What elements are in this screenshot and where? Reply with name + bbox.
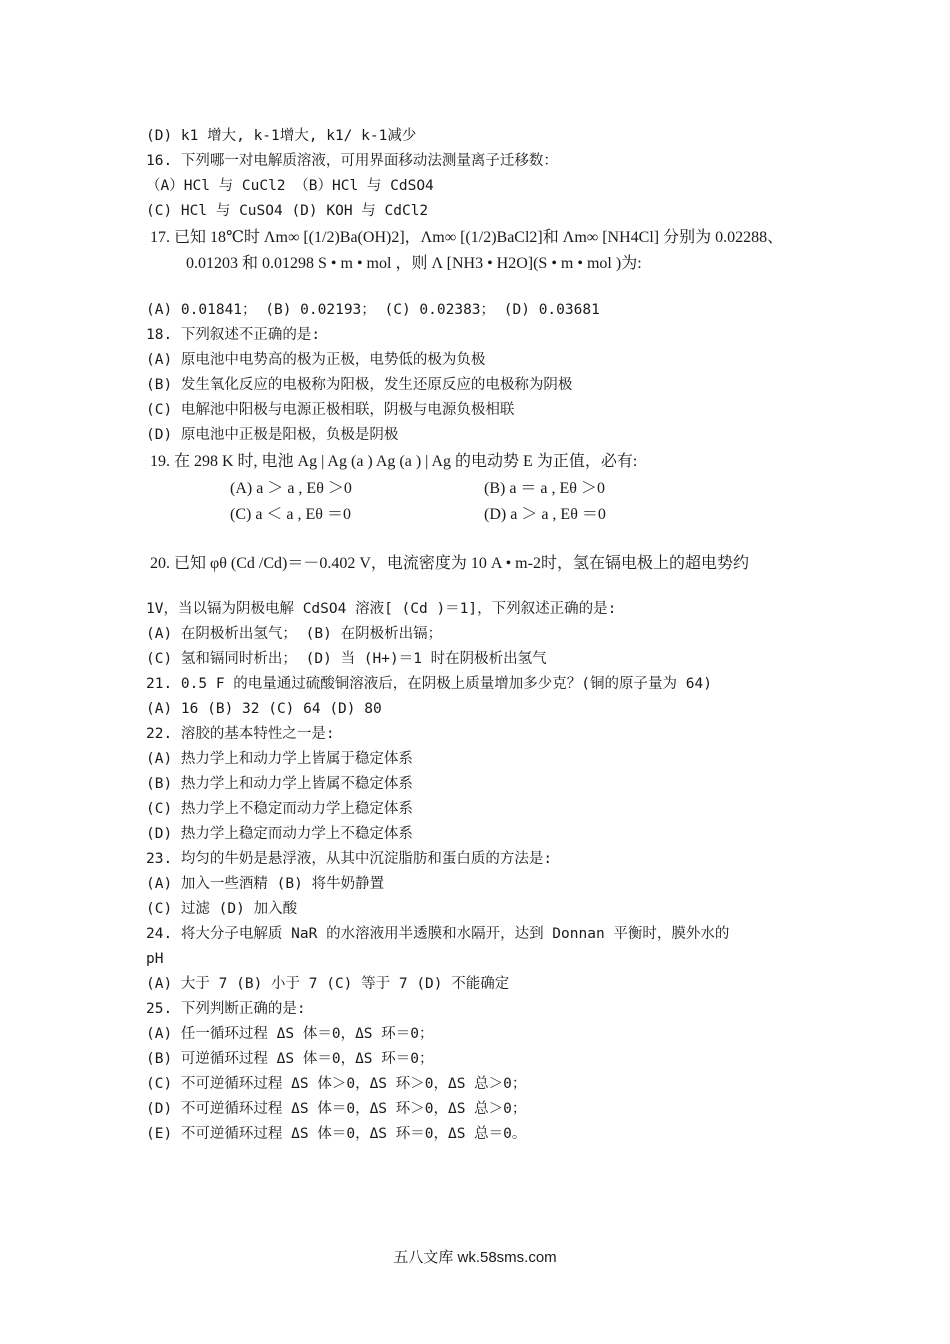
text-line: (C) 热力学上不稳定而动力学上稳定体系 [146,801,413,817]
text-line: (E) 不可逆循环过程 ΔS 体＝0，ΔS 环＝0，ΔS 总＝0。 [146,1126,527,1142]
text-line: (B) 发生氧化反应的电极称为阳极，发生还原反应的电极称为阴极 [146,377,573,393]
text-line: pH [146,951,164,967]
option-a: (A) a ＞ a , Eθ ＞0 [230,480,352,497]
question-16: 16. 下列哪一对电解质溶液，可用界面移动法测量离子迁移数： [146,153,558,169]
text-line: (A) 大于 7 (B) 小于 7 (C) 等于 7 (D) 不能确定 [146,976,510,992]
footer-watermark: 五八文库 wk.58sms.com [393,1249,557,1266]
text-line: (B) 热力学上和动力学上皆属不稳定体系 [146,776,413,792]
option-c: (C) a ＜ a , Eθ ＝0 [230,506,351,523]
question-23: 23. 均匀的牛奶是悬浮液，从其中沉淀脂肪和蛋白质的方法是: [146,851,553,867]
text-line: (B) 可逆循环过程 ΔS 体＝0，ΔS 环＝0； [146,1051,434,1067]
question-17: 17. 已知 18℃时 Λm∞ [(1/2)Ba(OH)2]，Λm∞ [(1/2)BaCl2]和 Λm∞ [NH4Cl] 分别为 0.02288、 [150,229,784,246]
question-25: 25. 下列判断正确的是: [146,1001,306,1017]
option-d: (D) a ＞ a , Eθ ＝0 [484,506,606,523]
text-line: (D) 原电池中正极是阳极，负极是阴极 [146,427,399,443]
question-24: 24. 将大分子电解质 NaR 的水溶液用半透膜和水隔开，达到 Donnan 平衡时，膜外水的 [146,926,730,942]
question-20: 20. 已知 φθ (Cd /Cd)＝－0.402 V，电流密度为 10 A • m-2时，氢在镉电极上的超电势约 [150,555,749,572]
text-line: (D) 不可逆循环过程 ΔS 体＝0，ΔS 环＞0，ΔS 总＞0； [146,1101,527,1117]
text-line: (C) HCl 与 CuSO4 (D) KOH 与 CdCl2 [146,203,429,219]
text-line: (A) 16 (B) 32 (C) 64 (D) 80 [146,701,382,717]
text-line: (C) 过滤 (D) 加入酸 [146,901,298,917]
text-line: (D) 热力学上稳定而动力学上不稳定体系 [146,826,413,842]
question-18: 18. 下列叙述不正确的是: [146,327,321,343]
question-21: 21. 0.5 F 的电量通过硫酸铜溶液后，在阴极上质量增加多少克？(铜的原子量为 64) [146,676,712,692]
text-line: （A）HCl 与 CuCl2 （B）HCl 与 CdSO4 [146,178,434,194]
text-line: (A) 任一循环过程 ΔS 体＝0，ΔS 环＝0； [146,1026,434,1042]
text-line: (D) k1 增大, k-1增大, k1/ k-1减少 [146,128,417,144]
text-line: (C) 氢和镉同时析出； (D) 当 (H+)＝1 时在阴极析出氢气 [146,651,547,667]
text-line: (A) 在阴极析出氢气； (B) 在阴极析出镉； [146,626,443,642]
question-19: 19. 在 298 K 时, 电池 Ag | Ag (a ) Ag (a ) | Ag 的电动势 E 为正值，必有: [150,453,638,470]
text-line: (C) 电解池中阳极与电源正极相联，阴极与电源负极相联 [146,402,515,418]
option-b: (B) a ＝ a , Eθ ＞0 [484,480,605,497]
text-line: (A) 原电池中电势高的极为正极，电势低的极为负极 [146,352,486,368]
text-line: (C) 不可逆循环过程 ΔS 体＞0，ΔS 环＞0，ΔS 总＞0； [146,1076,527,1092]
text-line: 1V，当以镉为阴极电解 CdSO4 溶液[ (Cd )＝1]，下列叙述正确的是: [146,601,617,617]
question-22: 22. 溶胶的基本特性之一是: [146,726,335,742]
text-line: (A) 0.01841； (B) 0.02193； (C) 0.02383； (D) 0.03681 [146,302,600,318]
text-line: 0.01203 和 0.01298 S • m • mol ，则 Λ [NH3 • H2O](S • m • mol )为: [186,255,642,272]
text-line: (A) 热力学上和动力学上皆属于稳定体系 [146,751,413,767]
text-line: (A) 加入一些酒精 (B) 将牛奶静置 [146,876,385,892]
